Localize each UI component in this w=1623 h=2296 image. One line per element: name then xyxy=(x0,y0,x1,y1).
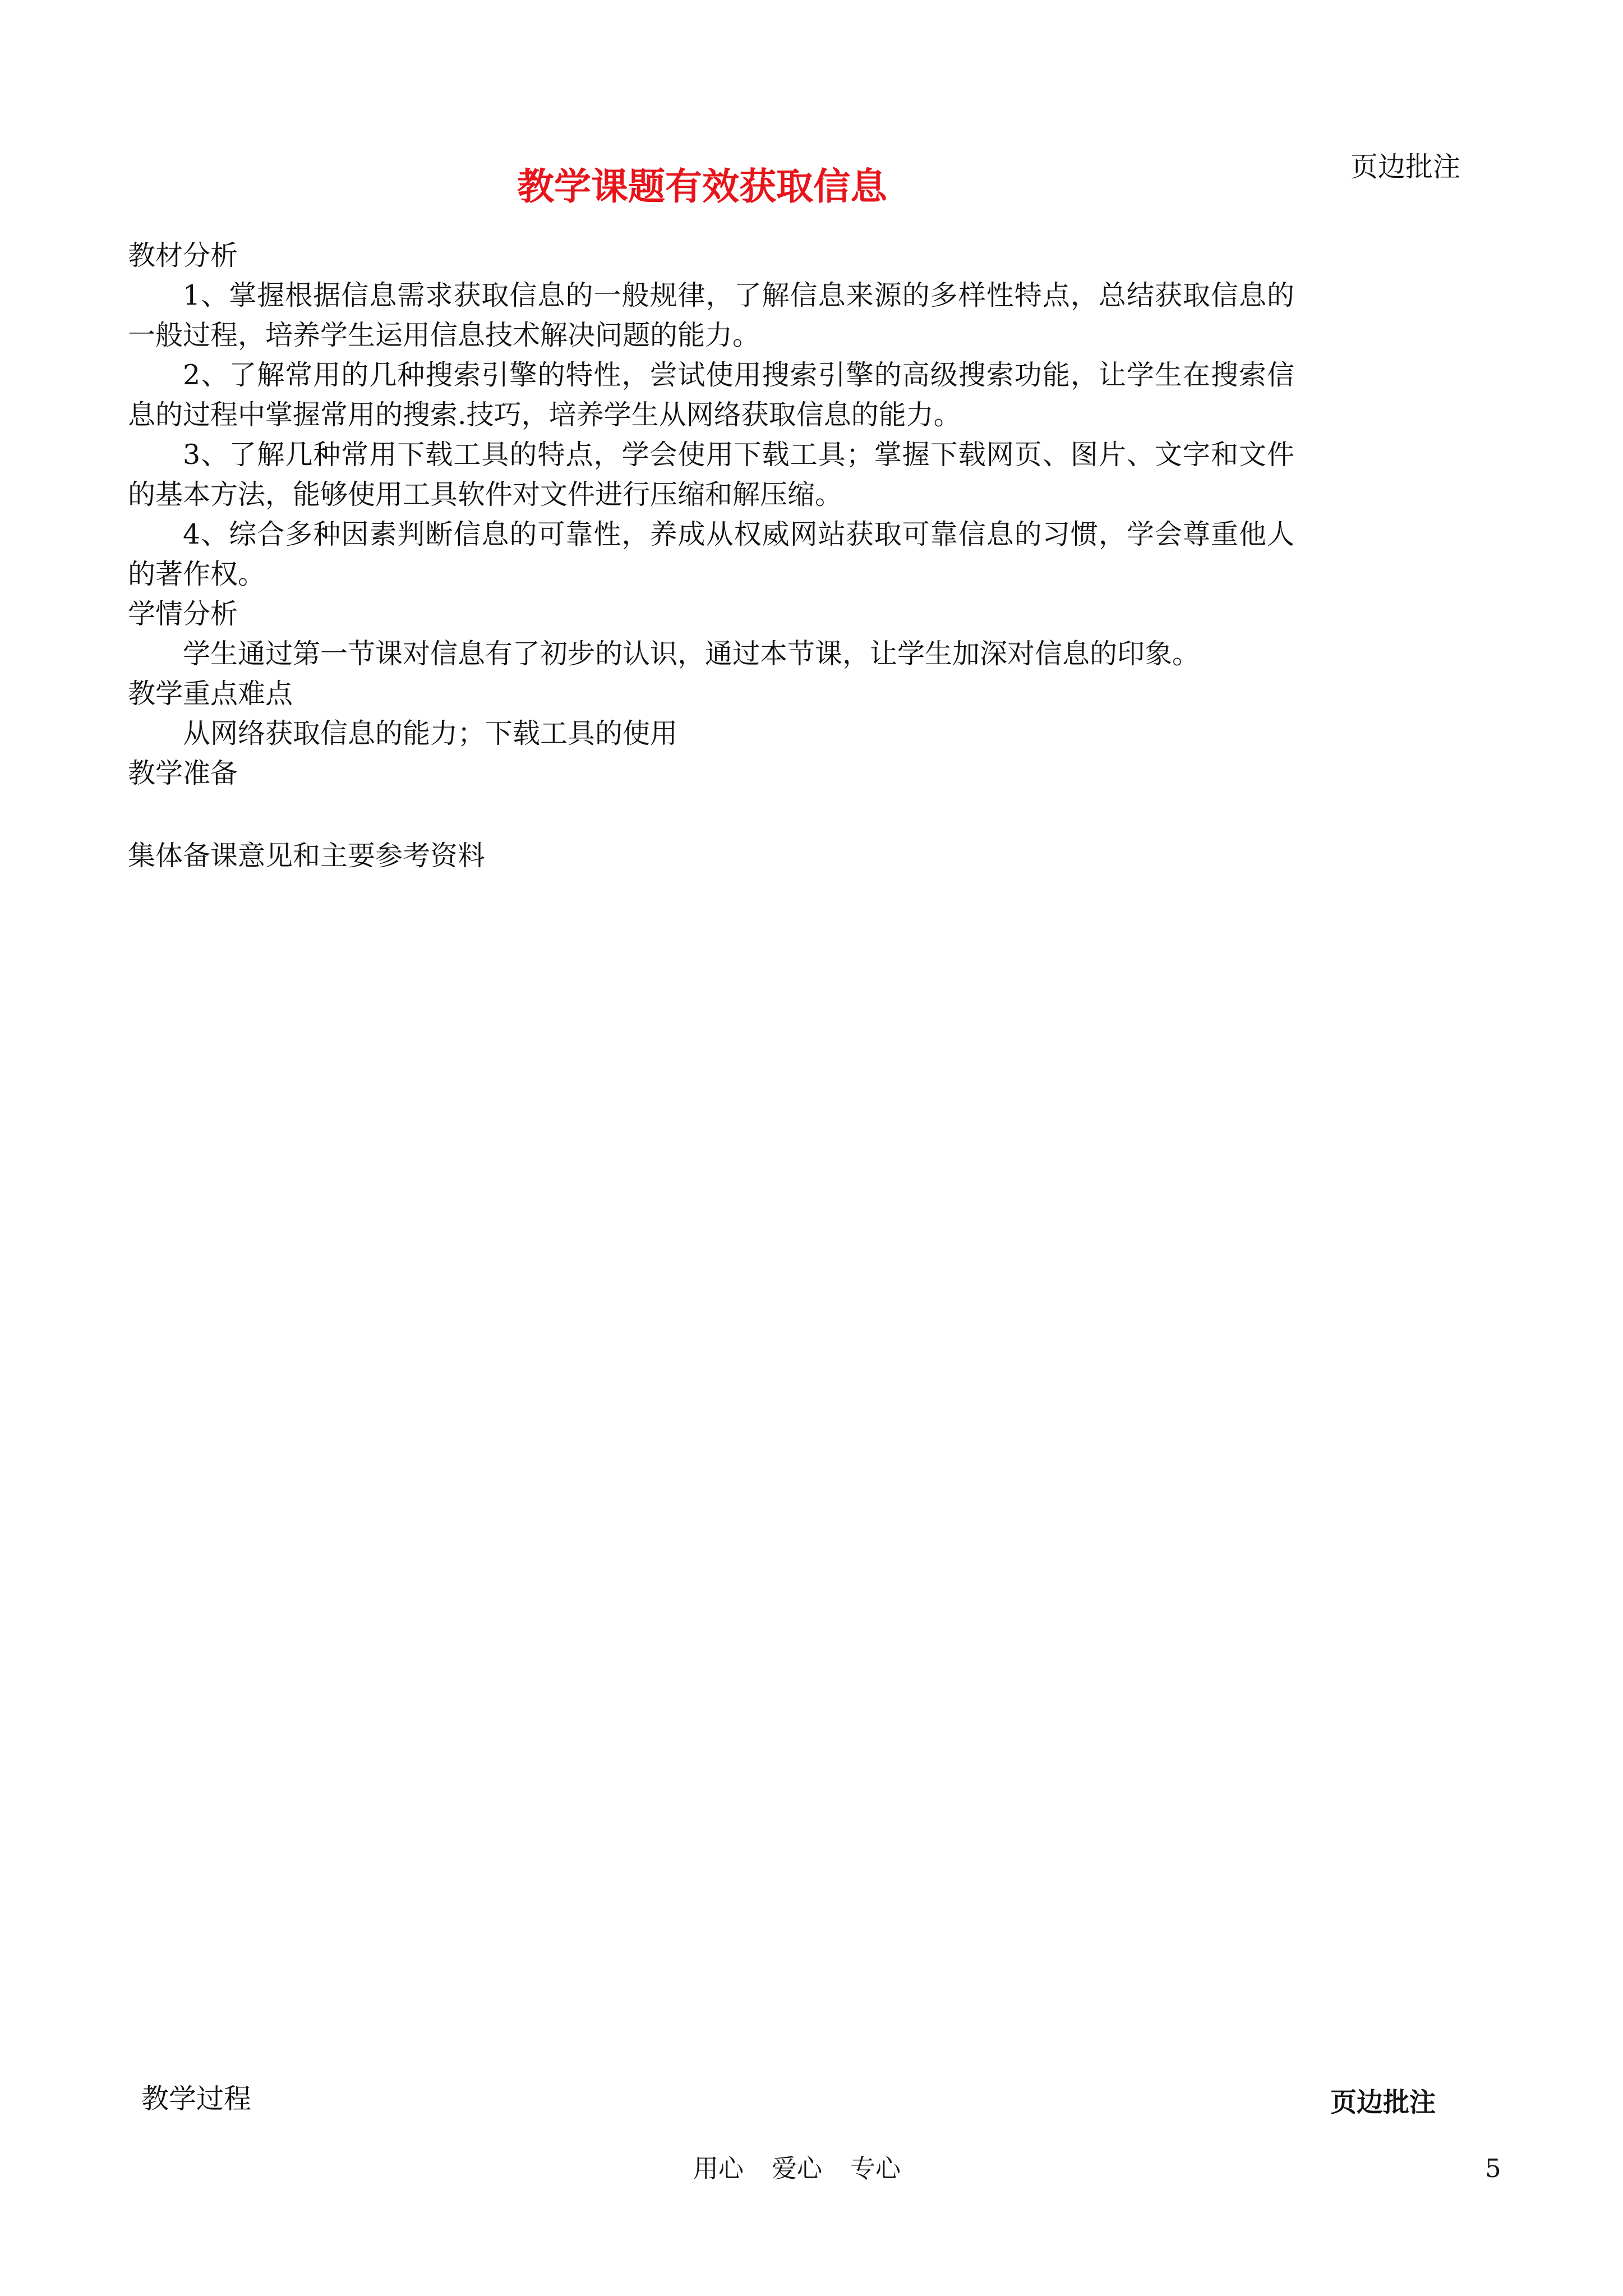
page-number: 5 xyxy=(1485,2154,1501,2183)
margin-note-header: 页边批注 xyxy=(1350,151,1461,183)
footer-slogan-word: 用心 xyxy=(693,2154,744,2183)
section-heading-preparation: 教学准备 xyxy=(128,757,238,789)
key-points-text: 从网络获取信息的能力；下载工具的使用 xyxy=(183,717,678,749)
material-analysis-item-1: 1、掌握根据信息需求获取信息的一般规律，了解信息来源的多样性特点，总结获取信息的一般过程，培养学生运用信息技术解决问题的能力。 xyxy=(128,279,1294,351)
margin-note-footer: 页边批注 xyxy=(1330,2087,1436,2118)
blank-space xyxy=(128,793,1294,836)
material-analysis-item-3: 3、了解几种常用下载工具的特点，学会使用下载工具；掌握下载网页、图片、文字和文件的基本方法，能够使用工具软件对文件进行压缩和解压缩。 xyxy=(128,439,1294,510)
page-title: 教学课题有效获取信息 xyxy=(517,164,887,208)
footer-slogan xyxy=(693,2153,929,2184)
material-analysis-item-2: 2、了解常用的几种搜索引擎的特性，尝试使用搜索引擎的高级搜索功能，让学生在搜索信息的过程中掌握常用的搜索.技巧，培养学生从网络获取信息的能力。 xyxy=(128,359,1294,431)
lesson-content xyxy=(128,236,1294,876)
section-heading-key-points: 教学重点难点 xyxy=(128,678,293,710)
section-heading-references: 集体备课意见和主要参考资料 xyxy=(128,840,486,872)
section-heading-material-analysis: 教材分析 xyxy=(128,240,238,272)
student-analysis-text: 学生通过第一节课对信息有了初步的认识，通过本节课，让学生加深对信息的印象。 xyxy=(183,638,1200,670)
teaching-process-label: 教学过程 xyxy=(141,2083,252,2115)
footer-slogan-word: 爱心 xyxy=(772,2154,823,2183)
section-heading-student-analysis: 学情分析 xyxy=(128,598,238,630)
material-analysis-item-4: 4、综合多种因素判断信息的可靠性，养成从权威网站获取可靠信息的习惯，学会尊重他人的著作权。 xyxy=(128,518,1294,590)
footer-slogan-word: 专心 xyxy=(850,2154,901,2183)
